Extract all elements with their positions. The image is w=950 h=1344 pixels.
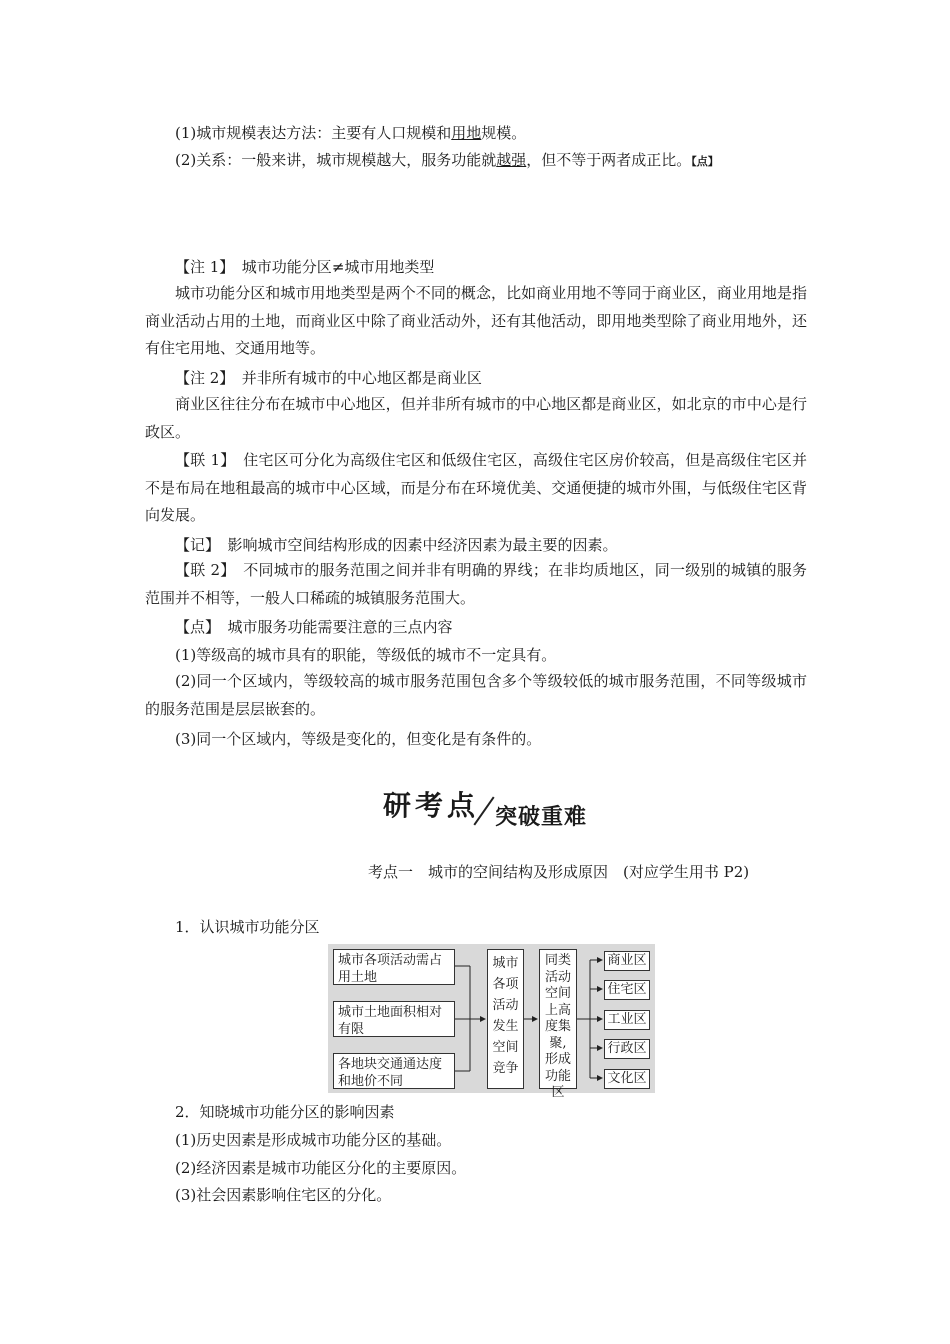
- flow-agglomeration-text: 同类活动空间上高度集聚,形成功能区: [544, 953, 571, 1100]
- intro-line-1: [175, 123, 526, 143]
- intro-line-1-text: (1)城市规模表达方法：主要有人口规模和: [175, 124, 452, 142]
- function-zone-flowchart: [328, 944, 655, 1100]
- flow-agglomeration-box: [539, 949, 577, 1100]
- part-2-heading: 2．知晓城市功能分区的影响因素: [175, 1103, 395, 1121]
- note-2-body: 商业区往往分布在城市中心地区，但并非所有城市的中心地区都是商业区，如北京的市中心是行政区。: [145, 395, 807, 441]
- exam-point-subtitle: 考点一 城市的空间结构及形成原因 (对应学生用书 P2): [368, 863, 750, 881]
- factor-item-2: (2)经济因素是城市功能区分化的主要原因。: [175, 1159, 467, 1177]
- note-1-heading: 【注 1】 城市功能分区≠城市用地类型: [175, 258, 435, 276]
- flow-output-commercial: 商业区: [604, 951, 650, 971]
- flow-input-access-price: 各地块交通通达度和地价不同: [333, 1053, 455, 1089]
- point-item-3: (3)同一个区域内，等级是变化的，但变化是有条件的。: [175, 730, 542, 748]
- point-heading: 【点】 城市服务功能需要注意的三点内容: [175, 618, 453, 636]
- link-2-paragraph: 【联 2】 不同城市的服务范围之间并非有明确的界线；在非均质地区，同一级别的城镇的服务范围并不相等，一般人口稀疏的城镇服务范围大。: [145, 561, 807, 607]
- flow-input-land-limited: 城市土地面积相对有限: [333, 1001, 455, 1037]
- intro-line-2: [175, 150, 719, 172]
- flow-input-land-need: 城市各项活动需占用土地: [333, 949, 455, 985]
- intro-line-2-underlined: 越强: [496, 151, 527, 169]
- factor-item-3: (3)社会因素影响住宅区的分化。: [175, 1186, 392, 1204]
- point-item-1: (1)等级高的城市具有的职能，等级低的城市不一定具有。: [175, 646, 557, 664]
- intro-line-1-end: 规模。: [481, 124, 527, 142]
- memo-line: 【记】 影响城市空间结构形成的因素中经济因素为最主要的因素。: [175, 536, 618, 554]
- section-title: [383, 784, 613, 832]
- flow-output-industrial: 工业区: [604, 1010, 650, 1030]
- note-2-heading: 【注 2】 并非所有城市的中心地区都是商业区: [175, 369, 482, 387]
- intro-line-1-underlined: 用地: [451, 124, 482, 142]
- intro-line-2-tag: 【点】: [691, 155, 719, 168]
- flow-competition-text: 城市各项活动发生空间竞争: [492, 956, 519, 1076]
- intro-line-2-end: ，但不等于两者成正比。: [526, 151, 692, 169]
- flow-competition-box: [487, 949, 524, 1089]
- section-title-sub: 突破重难: [495, 805, 588, 830]
- flow-output-residential: 住宅区: [604, 980, 650, 1000]
- point-item-2: (2)同一个区域内，等级较高的城市服务范围包含多个等级较低的城市服务范围，不同等级城市的服务范围是层层嵌套的。: [145, 672, 807, 718]
- intro-line-2-text: (2)关系：一般来讲，城市规模越大，服务功能就: [175, 151, 497, 169]
- factor-item-1: (1)历史因素是形成城市功能分区的基础。: [175, 1131, 452, 1149]
- section-title-main: 研考点: [383, 789, 480, 822]
- flow-output-cultural: 文化区: [604, 1069, 650, 1089]
- part-1-heading: 1．认识城市功能分区: [175, 918, 320, 936]
- flow-output-administrative: 行政区: [604, 1039, 650, 1059]
- note-1-body: 城市功能分区和城市用地类型是两个不同的概念，比如商业用地不等同于商业区，商业用地是指商业活动占用的土地，而商业区中除了商业活动外，还有其他活动，即用地类型除了商业用地外，还有住宅用地、交通用地等。: [145, 284, 807, 357]
- link-1-paragraph: 【联 1】 住宅区可分化为高级住宅区和低级住宅区，高级住宅区房价较高，但是高级住宅区并不是布局在地租最高的城市中心区域，而是分布在环境优美、交通便捷的城市外围，与低级住宅区背向发展。: [145, 451, 807, 524]
